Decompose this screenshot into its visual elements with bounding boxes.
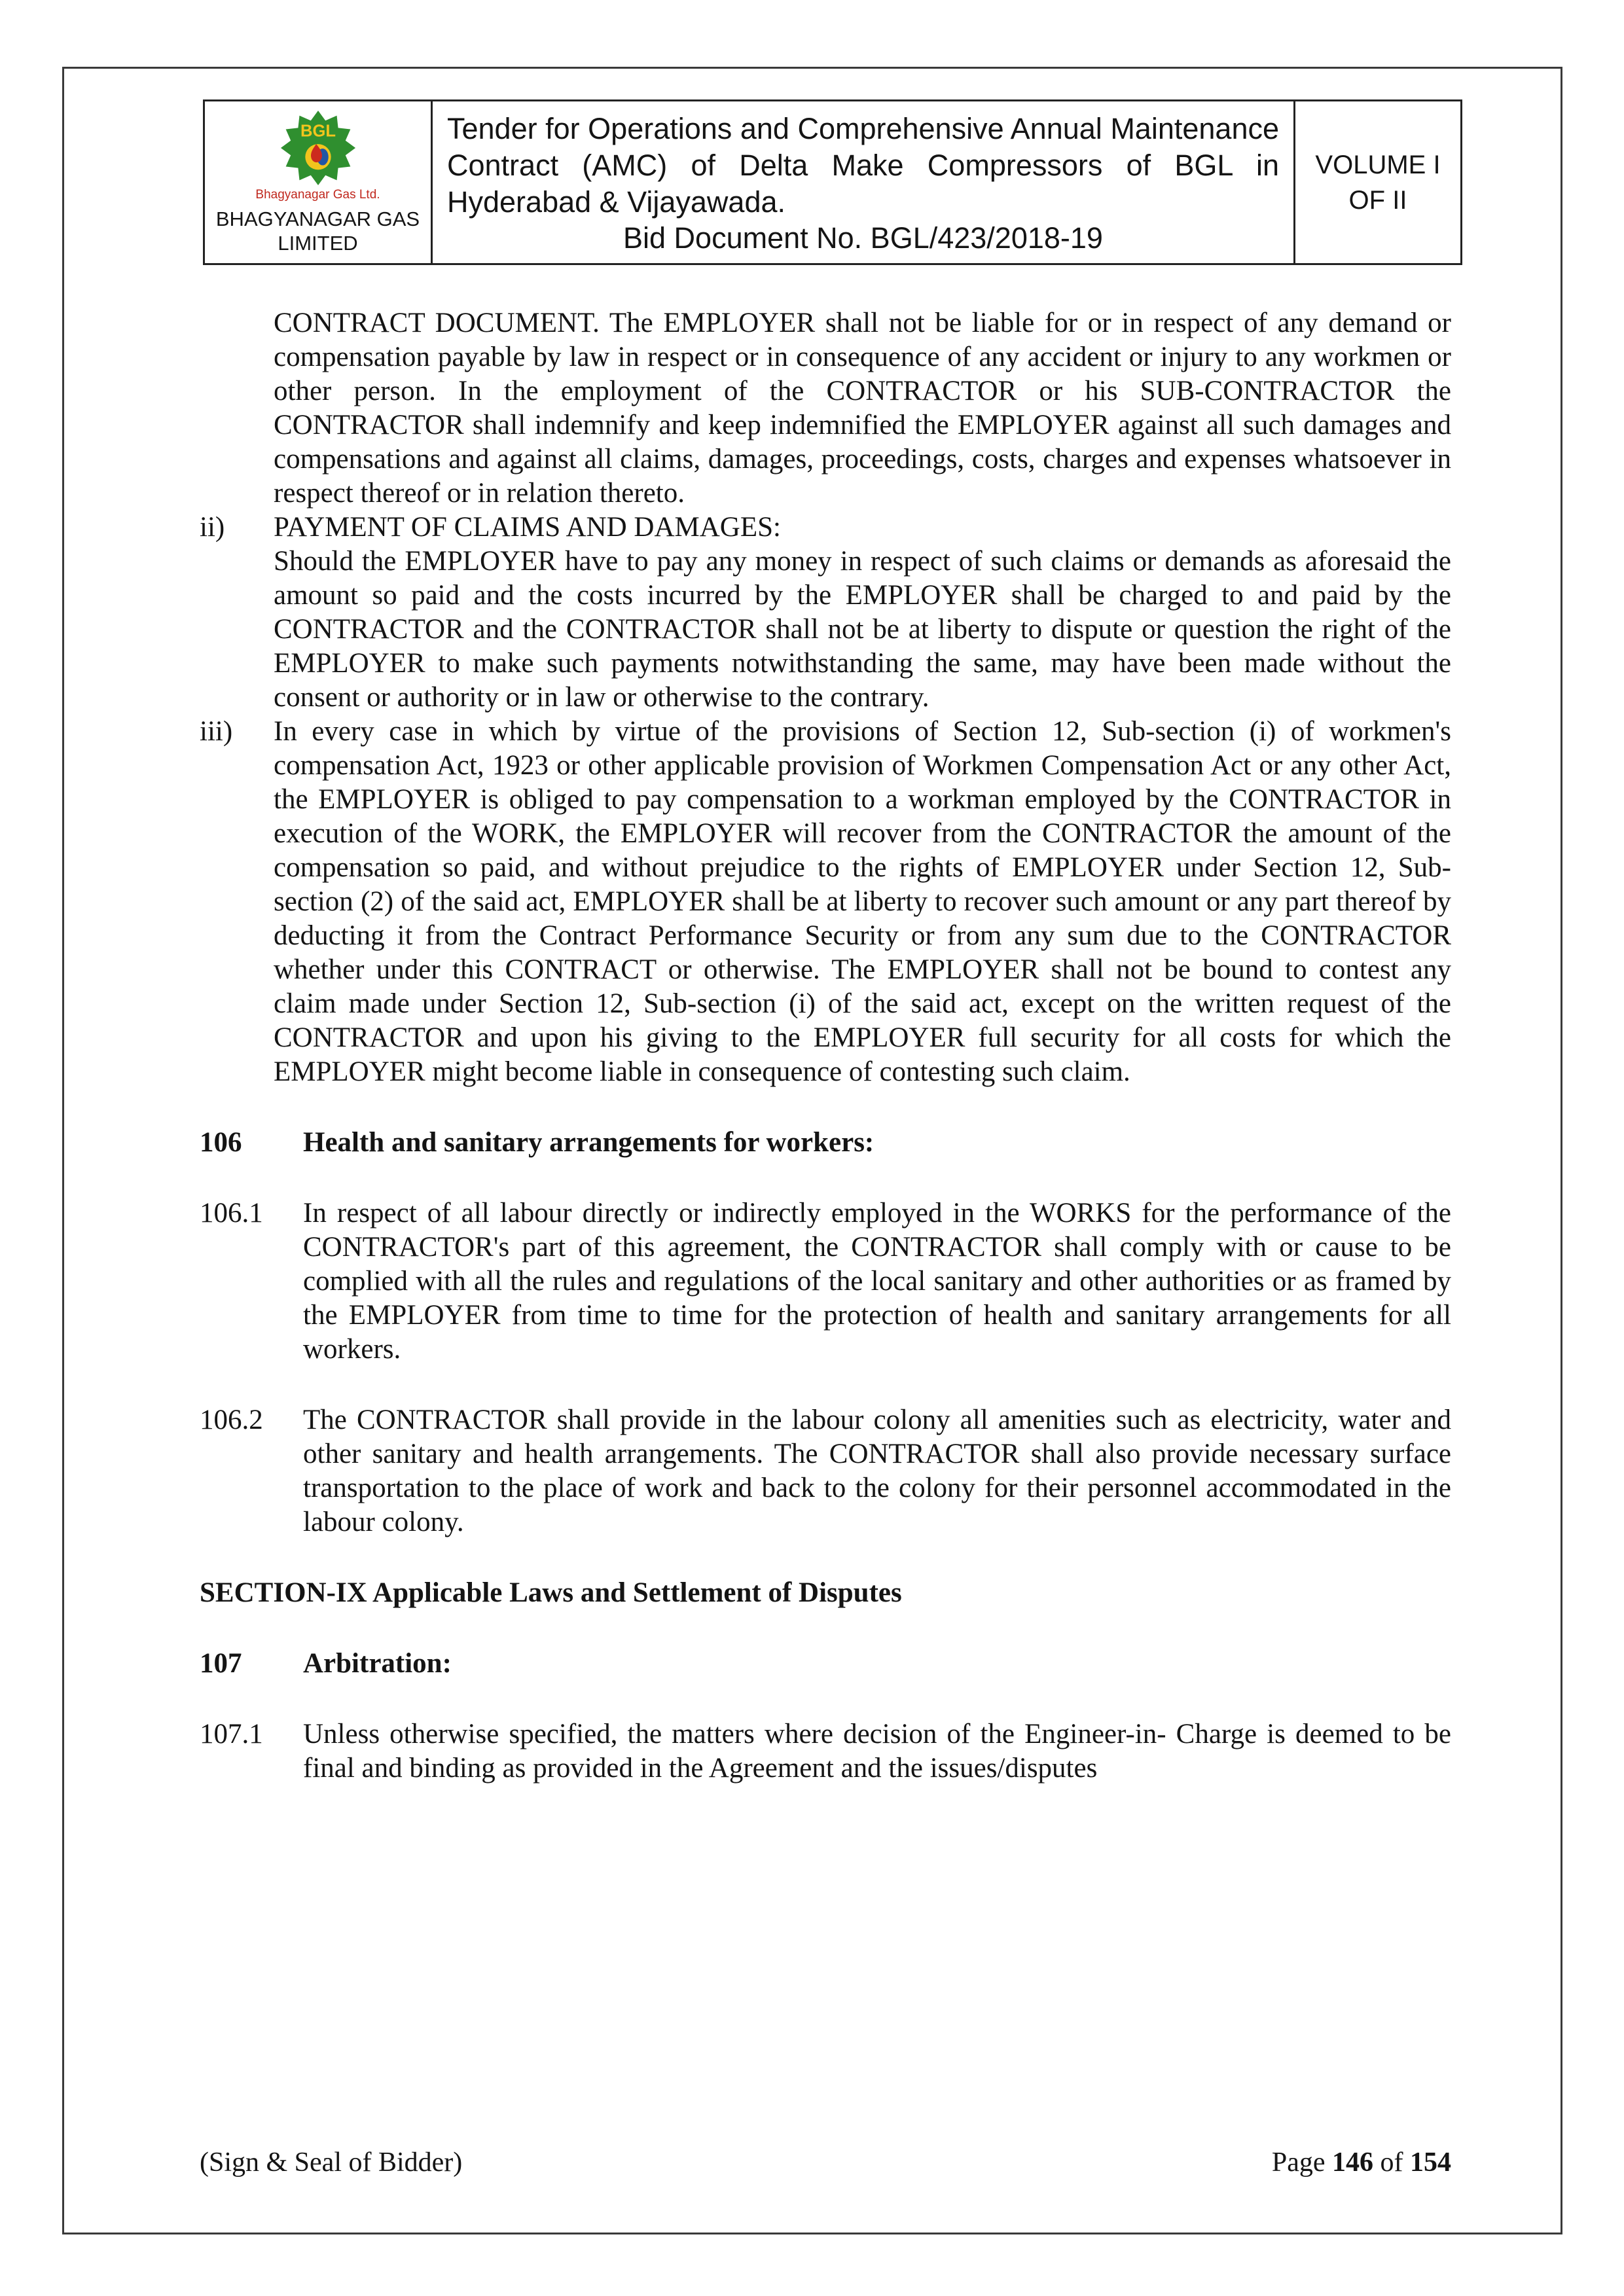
clause-107-1-text: Unless otherwise specified, the matters where decision of the Engineer-in- Charge is deemed to be final and binding as provided in the Agreement and the issues/disputes	[303, 1719, 1451, 1784]
sign-seal-note: (Sign & Seal of Bidder)	[200, 2147, 463, 2178]
item-iii	[200, 715, 1451, 1089]
volume-cell	[1295, 101, 1460, 263]
heading-107-number: 107	[200, 1648, 242, 1679]
bgl-logo-icon	[280, 109, 357, 187]
document-title: Tender for Operations and Comprehensive Annual Maintenance Contract (AMC) of Delta Make Compressors of BGL in Hyderabad & Vijayawada.	[447, 112, 1279, 219]
document-header	[203, 99, 1462, 265]
clause-106-2-text: The CONTRACTOR shall provide in the labour colony all amenities such as electricity, water and other sanitary and health arrangements. The CONTRACTOR shall also provide necessary surface transportation to the place of work and back to the colony for their personnel accommodated in the labour colony.	[303, 1405, 1451, 1537]
clause-106-1-text: In respect of all labour directly or indirectly employed in the WORKS for the performance of the CONTRACTOR's part of this agreement, the CONTRACTOR shall comply with or cause to be complied with all the rules and regulations of the local sanitary and other authorities or as framed by the EMPLOYER from time to time for the protection of health and sanitary arrangements for all workers.	[303, 1198, 1451, 1365]
title-cell	[433, 101, 1295, 263]
item-ii-heading	[200, 511, 1451, 545]
bid-document-number: Bid Document No. BGL/423/2018-19	[623, 221, 1103, 255]
item-ii-label: ii)	[200, 512, 225, 543]
logo-cell	[205, 101, 433, 263]
heading-106	[200, 1126, 1451, 1160]
heading-section-ix: SECTION-IX Applicable Laws and Settlement of Disputes	[200, 1577, 902, 1608]
clause-107-1	[200, 1717, 1451, 1785]
heading-106-title: Health and sanitary arrangements for workers:	[303, 1127, 875, 1158]
heading-107	[200, 1647, 1451, 1681]
item-ii-paragraph: Should the EMPLOYER have to pay any money in respect of such claims or demands as aforesaid the amount so paid and the costs incurred by the EMPLOYER shall be charged to and paid by the CONTRACTOR and the CONTRACTOR shall not be at liberty to dispute or question the right of the EMPLOYER to make such payments notwithstanding the same, may have been made without the consent or authority or in law or otherwise to the contrary.	[274, 546, 1451, 713]
logo-tagline: Bhagyanagar Gas Ltd.	[255, 188, 380, 202]
heading-106-number: 106	[200, 1127, 242, 1158]
logo-monogram: BGL	[300, 122, 336, 141]
page-number	[1272, 2147, 1451, 2178]
clause-107-1-number: 107.1	[200, 1719, 263, 1749]
page-current: 146	[1332, 2147, 1373, 2178]
volume-line1: VOLUME I	[1315, 150, 1441, 179]
clause-106-1	[200, 1196, 1451, 1367]
clause-106-1-number: 106.1	[200, 1198, 263, 1229]
org-name: BHAGYANAGAR GAS LIMITED	[215, 207, 420, 255]
document-footer	[200, 2147, 1451, 2178]
page-label: Page	[1271, 2147, 1326, 2178]
clause-106-2	[200, 1403, 1451, 1539]
clause-106-2-number: 106.2	[200, 1405, 263, 1435]
heading-107-title: Arbitration:	[303, 1648, 452, 1679]
para-contract-document: CONTRACT DOCUMENT. The EMPLOYER shall not be liable for or in respect of any demand or compensation payable by law in respect or in consequence of any accident or injury to any workmen or other person. In the employment of the CONTRACTOR or his SUB-CONTRACTOR the CONTRACTOR shall indemnify and keep indemnified the EMPLOYER against all such damages and compensations and against all claims, damages, proceedings, costs, charges and expenses whatsoever in respect thereof or in relation thereto.	[274, 308, 1451, 509]
item-iii-text: In every case in which by virtue of the provisions of Section 12, Sub-section (i) of workmen's compensation Act, 1923 or other applicable provision of Workmen Compensation Act or any other Act, the EMPLOYER is obliged to pay compensation to a workman employed by the CONTRACTOR in execution of the WORK, the EMPLOYER will recover from the CONTRACTOR the amount of the compensation so paid, and without prejudice to the rights of EMPLOYER under Section 12, Sub-section (2) of the said act, EMPLOYER shall be at liberty to recover such amount or any part thereof by deducting it from the Contract Performance Security or from any sum due to the CONTRACTOR whether under this CONTRACT or otherwise. The EMPLOYER shall not be bound to contest any claim made under Section 12, Sub-section (i) of the said act, except on the written request of the CONTRACTOR and upon his giving to the EMPLOYER full security for all costs for which the EMPLOYER might become liable in consequence of contesting such claim.	[274, 716, 1451, 1087]
document-body	[200, 306, 1451, 1785]
item-ii-title: PAYMENT OF CLAIMS AND DAMAGES:	[274, 512, 781, 543]
page-of-label: of	[1380, 2147, 1403, 2178]
page-total: 154	[1410, 2147, 1451, 2178]
volume-line2: OF II	[1348, 185, 1407, 215]
item-iii-label: iii)	[200, 716, 233, 747]
